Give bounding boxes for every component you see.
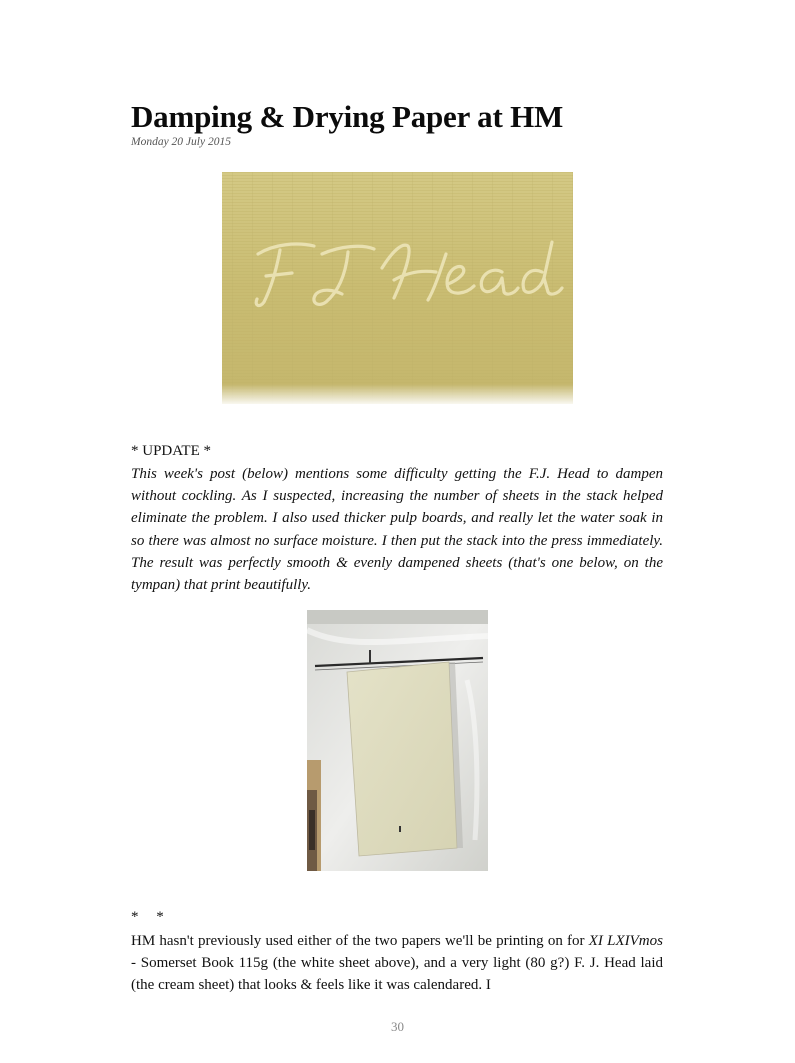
body-text-part-2: - Somerset Book 115g (the white sheet above), and a very light (80 g?) F. J. Head laid (the cream sheet) that looks & feels like it was calendared. I — [131, 955, 663, 994]
tympan-sheet-photo — [307, 610, 488, 871]
update-heading: * UPDATE * — [131, 443, 212, 459]
watermark-paper-photo — [222, 172, 573, 404]
post-date: Monday 20 July 2015 — [131, 136, 231, 148]
post-title: Damping & Drying Paper at HM — [131, 99, 564, 134]
book-title-italic: XI LXIVmos — [588, 933, 663, 949]
watermark-paper-illustration — [222, 172, 573, 404]
section-separator: * * — [131, 909, 171, 925]
body-paragraph — [131, 930, 663, 997]
page-number: 30 — [391, 1019, 404, 1034]
tympan-sheet-illustration — [307, 610, 488, 871]
update-paragraph: This week's post (below) mentions some difficulty getting the F.J. Head to dampen without cockling. As I suspected, increasing the number of sheets in the stack helped eliminate the problem. I also used thicker pulp boards, and really let the water soak in so there was almost no surface moisture. I then put the stack into the press immediately. The result was perfectly smooth & evenly dampened sheets (that's one below, on the tympan) that print beautifully. — [131, 466, 663, 594]
body-text-part-1: HM hasn't previously used either of the two papers we'll be printing on for — [131, 933, 589, 949]
